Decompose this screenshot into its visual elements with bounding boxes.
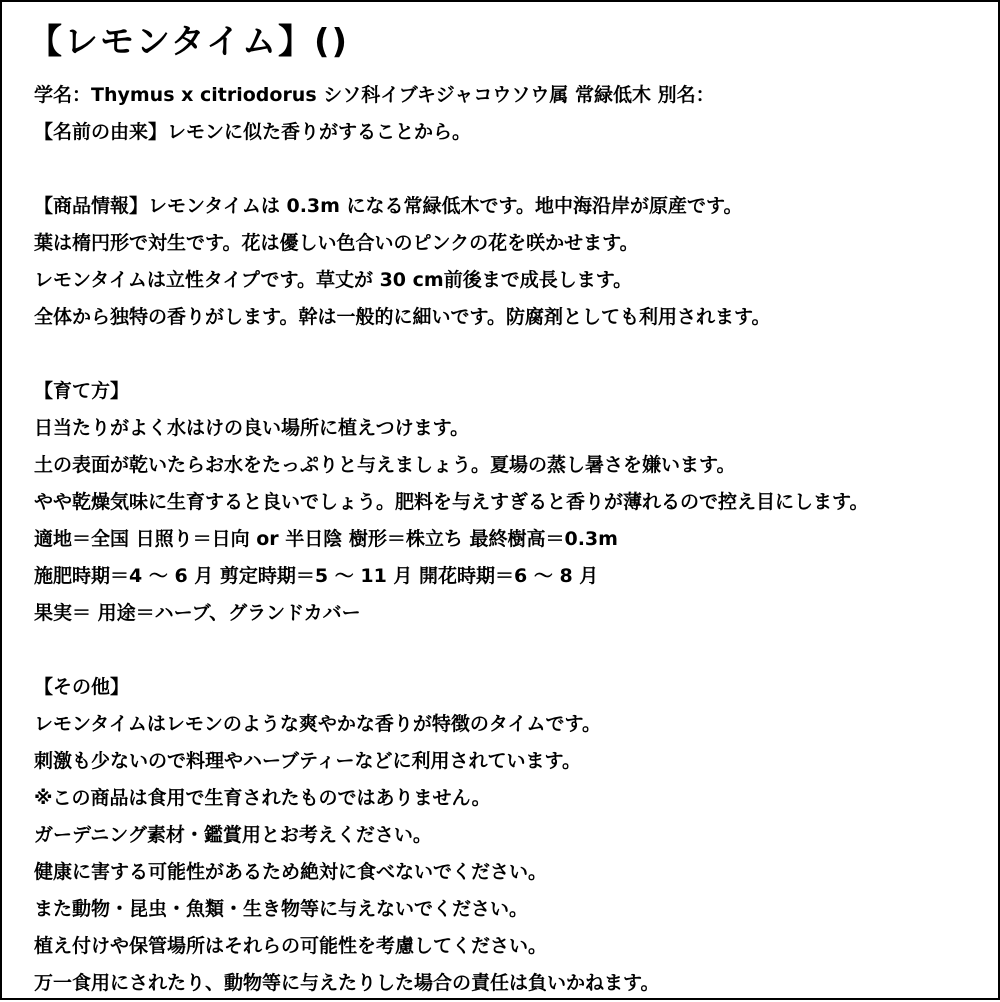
disclaimer-line: 健康に害する可能性があるため絶対に食べないでください。 [34, 861, 548, 883]
care-spec-line: 果実＝ 用途＝ハーブ、グランドカバー [34, 602, 361, 624]
care-heading: 【育て方】 [34, 380, 130, 402]
care-line: 土の表面が乾いたらお水をたっぷりと与えましょう。夏場の蒸し暑さを嫌います。 [34, 454, 736, 476]
disclaimer-line: 植え付けや保管場所はそれらの可能性を考慮してください。 [34, 935, 548, 957]
care-line: やや乾燥気味に生育すると良いでしょう。肥料を与えすぎると香りが薄れるので控え目にします。 [34, 491, 869, 513]
disclaimer-line: ガーデニング素材・鑑賞用とお考えください。 [34, 824, 432, 846]
page-title: 【レモンタイム】() [28, 22, 350, 62]
disclaimer-line: また動物・昆虫・魚類・生き物等に与えないでください。 [34, 898, 529, 920]
disclaimer-line: 万一食用にされたり、動物等に与えたりした場合の責任は負いかねます。 [34, 972, 660, 994]
blank-line [34, 336, 984, 373]
other-line: 刺激も少ないので料理やハーブティーなどに利用されています。 [34, 750, 582, 772]
document-body [34, 77, 984, 1002]
care-line: 日当たりがよく水はけの良い場所に植えつけます。 [34, 417, 470, 439]
blank-line [34, 151, 984, 188]
blank-line [34, 632, 984, 669]
name-origin-line: 【名前の由来】レモンに似た香りがすることから。 [34, 121, 472, 143]
care-spec-line: 適地＝全国 日照り＝日向 or 半日陰 樹形＝株立ち 最終樹高＝0.3m [34, 528, 618, 550]
product-info-heading-line: 【商品情報】レモンタイムは 0.3m になる常緑低木です。地中海沿岸が原産です。 [34, 195, 743, 217]
scientific-name-line: 学名：Thymus x citriodorus シソ科イブキジャコウソウ属 常緑低木 別名： [34, 84, 715, 106]
care-spec-line: 施肥時期＝4 ～ 6 月 剪定時期＝5 ～ 11 月 開花時期＝6 ～ 8 月 [34, 565, 599, 587]
product-info-line: レモンタイムは立性タイプです。草丈が 30 cm前後まで成長します。 [34, 269, 633, 291]
disclaimer-line: ※この商品は食用で生育されたものではありません。 [34, 787, 491, 809]
product-info-line: 葉は楕円形で対生です。花は優しい色合いのピンクの花を咲かせます。 [34, 232, 639, 254]
product-info-line: 全体から独特の香りがします。幹は一般的に細いです。防腐剤としても利用されます。 [34, 306, 771, 328]
other-heading: 【その他】 [34, 676, 130, 698]
other-line: レモンタイムはレモンのような爽やかな香りが特徴のタイムです。 [34, 713, 601, 735]
